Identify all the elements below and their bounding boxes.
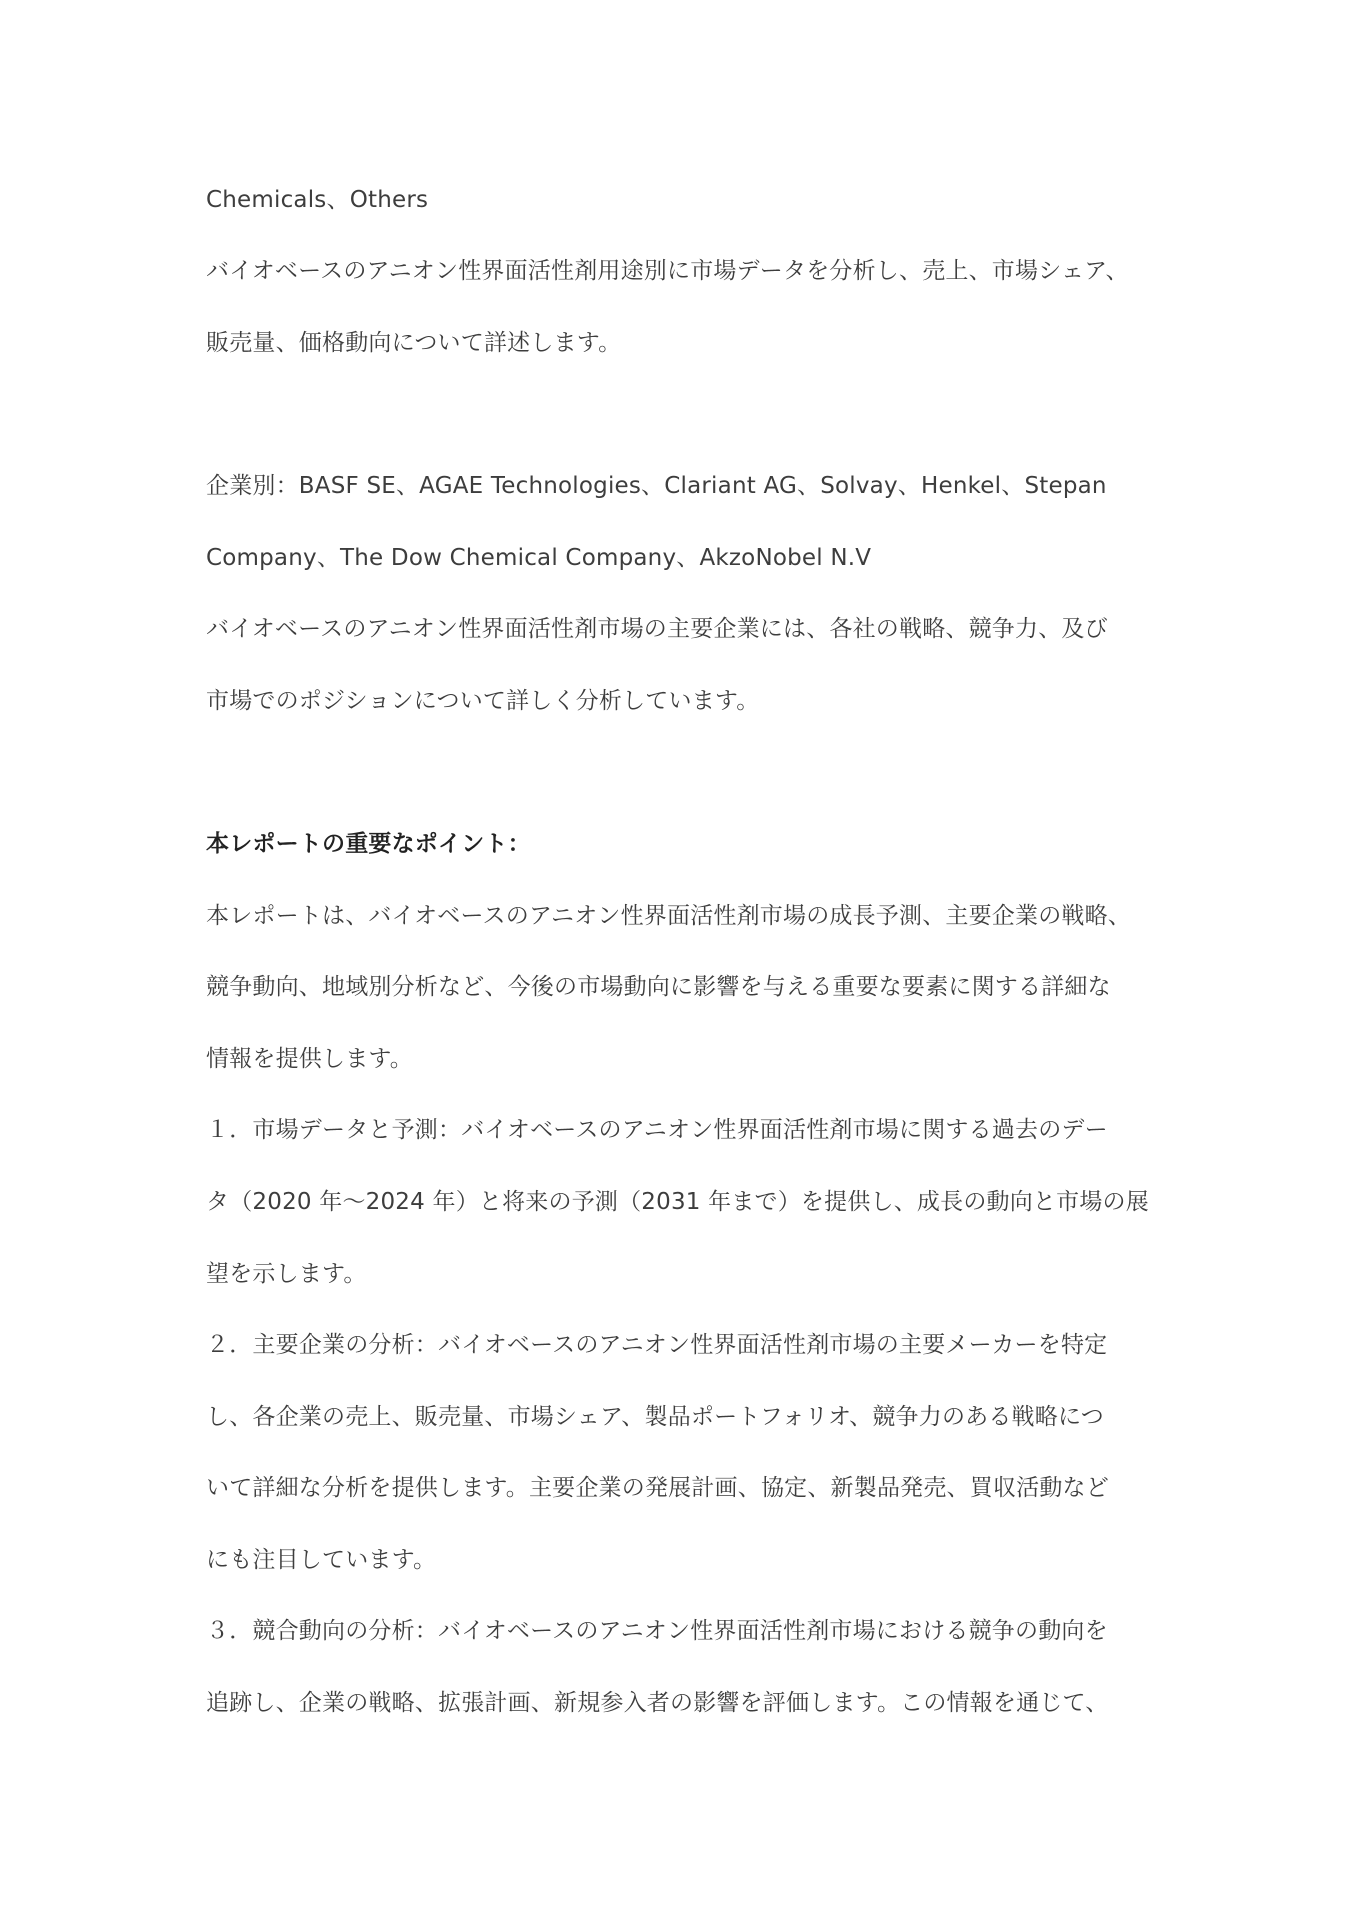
text-line-point-3-b: 追跡し、企業の戦略、拡張計画、新規参入者の影響を評価します。この情報を通じて、 (206, 1690, 1109, 1716)
text-line-companies-2: Company、The Dow Chemical Company、AkzoNobel N.V (206, 545, 872, 571)
text-line-key-points-3: 情報を提供します。 (206, 1046, 413, 1072)
text-line-point-2-a: ２．主要企業の分析：バイオベースのアニオン性界面活性剤市場の主要メーカーを特定 (206, 1332, 1108, 1358)
section-heading-key-points: 本レポートの重要なポイント： (206, 831, 531, 857)
text-line-point-3-a: ３．競合動向の分析：バイオベースのアニオン性界面活性剤市場における競争の動向を (206, 1618, 1108, 1644)
text-line-application-tail: Chemicals、Others (206, 187, 429, 213)
text-line-point-2-d: にも注目しています。 (206, 1547, 437, 1573)
text-line-application-desc-2: 販売量、価格動向について詳述します。 (206, 330, 622, 356)
text-line-application-desc-1: バイオベースのアニオン性界面活性剤用途別に市場データを分析し、売上、市場シェア、 (206, 258, 1129, 284)
text-line-point-2-c: いて詳細な分析を提供します。主要企業の発展計画、協定、新製品発売、買収活動など (206, 1475, 1109, 1501)
text-line-point-2-b: し、各企業の売上、販売量、市場シェア、製品ポートフォリオ、競争力のある戦略につ (206, 1404, 1104, 1430)
text-line-companies-desc-1: バイオベースのアニオン性界面活性剤市場の主要企業には、各社の戦略、競争力、及び (206, 616, 1108, 642)
text-line-key-points-1: 本レポートは、バイオベースのアニオン性界面活性剤市場の成長予測、主要企業の戦略、 (206, 903, 1132, 929)
text-line-companies-1: 企業別：BASF SE、AGAE Technologies、Clariant AG、Solvay、Henkel、Stepan (206, 473, 1107, 499)
text-line-point-1-a: １．市場データと予測：バイオベースのアニオン性界面活性剤市場に関する過去のデー (206, 1117, 1108, 1143)
text-line-companies-desc-2: 市場でのポジションについて詳しく分析しています。 (206, 688, 760, 714)
text-line-point-1-c: 望を示します。 (206, 1261, 367, 1287)
text-line-key-points-2: 競争動向、地域別分析など、今後の市場動向に影響を与える重要な要素に関する詳細な (206, 974, 1111, 1000)
text-line-point-1-b: タ（2020 年～2024 年）と将来の予測（2031 年まで）を提供し、成長の動向と市場の展 (206, 1189, 1149, 1215)
